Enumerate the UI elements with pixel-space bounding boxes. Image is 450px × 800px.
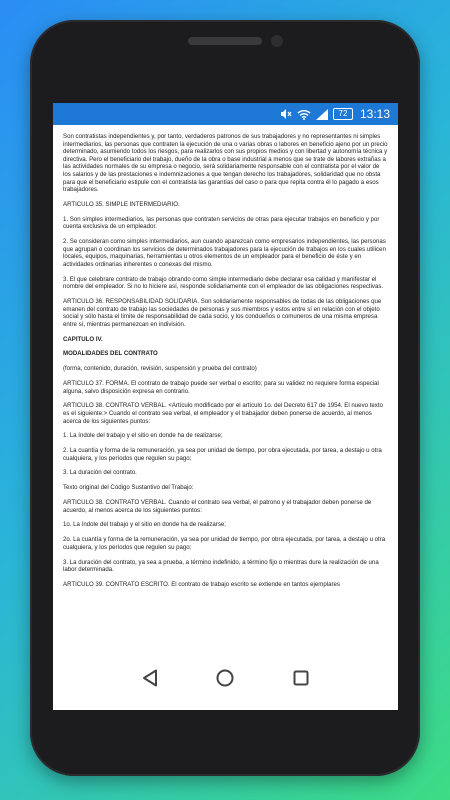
navigation-bar — [53, 652, 398, 710]
doc-heading: ARTICULO 35. SIMPLE INTERMEDIARIO. — [63, 200, 180, 208]
doc-paragraph: 3. El que celebrare contrato de trabajo obrando como simple intermediario debe declarar esa calidad y manifestar el nombre del empleador. Si no lo hiciere así, responde solidariamente con el empleador de las obligaciones respectivas. — [63, 275, 384, 291]
battery-icon: 72 — [333, 108, 353, 120]
doc-heading: CAPITULO IV. — [63, 335, 103, 343]
doc-paragraph: 1. Son simples intermediarios, las personas que contraten servicios de otras para ejecutar trabajos en beneficio y por cuenta exclusiva de un empleador. — [63, 215, 380, 231]
doc-paragraph: Texto original del Código Sustantivo del Trabajo: — [63, 484, 194, 492]
back-button[interactable] — [136, 666, 164, 694]
back-triangle-icon — [142, 669, 158, 692]
status-bar — [53, 103, 398, 125]
doc-paragraph: 3. La duración del contrato, ya sea a prueba, a término indefinido, a término fijo o mientras dure la realización de una labor determinada. — [63, 558, 379, 574]
mute-icon — [280, 108, 292, 120]
doc-paragraph: ARTICULO 36. RESPONSABILIDAD SOLIDARIA. Son solidariamente responsables de todas de las obligaciones que emanen del contrato de trabajo las sociedades de personas y sus miembros y estos entre sí en relación con el objeto social y sólo hasta el límite de responsabilidad de cada socio, y los condueños o comuneros de una misma empresa entre sí, mientras permanezcan en indivisión. — [63, 298, 382, 328]
recents-square-icon — [293, 670, 309, 691]
earpiece-speaker — [188, 37, 262, 45]
doc-paragraph: 2. Se consideran como simples intermediarios, aun cuando aparezcan como empresarios independientes, las personas que agrupan o coordinan los servicios de determinados trabajadores para la ejecución de trabajos en los cuales utilicen locales, equipos, maquinarias, herramientas u otros elementos de un empleador para el beneficio de éste y en actividades ordinarias inherentes o conexas del mismo. — [63, 238, 386, 268]
doc-paragraph: 2. La cuantía y forma de la remuneración, ya sea por unidad de tiempo, por obra ejecutada, por tarea, a destajo u otra cualquiera, y los períodos que regulen su pago; — [63, 447, 382, 462]
doc-paragraph: ARTICULO 39. CONTRATO ESCRITO. El contrato de trabajo escrito se extiende en tantos ejemplares — [63, 580, 340, 588]
wifi-icon — [297, 109, 311, 120]
document-body — [63, 133, 388, 596]
doc-paragraph: 2o. La cuantía y forma de la remuneración, ya sea por unidad de tiempo, por obra ejecutada, por tarea, a destajo u otra cualquiera, y los períodos que regulen su pago; — [63, 536, 386, 551]
recents-button[interactable] — [287, 666, 315, 694]
doc-paragraph: ARTICULO 37. FORMA. El contrato de trabajo puede ser verbal o escrito; para su validez no requiere forma especial alguna, salvo disposición expresa en contrario. — [63, 379, 379, 395]
doc-paragraph: ARTICULO 38. CONTRATO VERBAL. <Artículo modificado por el artículo 1o. del Decreto 617 de 1954. El nuevo texto es el siguiente:> Cuando el contrato sea verbal, el empleador y el trabajador deben ponerse de acuerdo, al menos acerca de los siguientes puntos: — [63, 402, 383, 425]
home-circle-icon — [216, 669, 234, 692]
home-button[interactable] — [211, 666, 239, 694]
doc-paragraph: 1. La índole del trabajo y el sitio en donde ha de realizarse; — [63, 432, 223, 440]
doc-heading: MODALIDADES DEL CONTRATO — [63, 350, 158, 358]
screen — [53, 103, 398, 710]
status-clock: 13:13 — [359, 107, 390, 121]
doc-paragraph: 1o. La índole del trabajo y el sitio en donde ha de realizarse; — [63, 521, 226, 529]
doc-paragraph: Son contratistas independientes y, por tanto, verdaderos patronos de sus trabajadores y no representantes ni simples intermediarios, las personas que contraten la ejecución de una o varias obras o labores en beneficio ajeno por un precio determinado, asumiendo todos los riesgos, para realizarlos con sus propios medios y con libertad y autonomía técnica y directiva. Pero el beneficiario del trabajo, dueño de la obra o base industrial a menos que se trate de labores extrañas a las actividades normales de su empresa o negocio, será solidariamente responsable con el contratista por el valor de los salarios y de las prestaciones e indemnizaciones a que tengan derecho los trabajadores, solidaridad que no obsta para que el beneficiario estipule con el contratista las garantías del caso o para que repita contra él lo pagado a esos trabajadores. — [63, 133, 388, 194]
front-camera — [271, 35, 283, 47]
doc-paragraph: (forma, contenido, duración, revisión, suspensión y prueba del contrato) — [63, 365, 257, 373]
doc-paragraph: 3. La duración del contrato. — [63, 469, 137, 477]
signal-icon — [316, 109, 328, 120]
doc-paragraph: ARTICULO 38. CONTRATO VERBAL. Cuando el contrato sea verbal, el patrono y el trabajador deben ponerse de acuerdo, al menos acerca de los siguientes puntos: — [63, 499, 372, 514]
